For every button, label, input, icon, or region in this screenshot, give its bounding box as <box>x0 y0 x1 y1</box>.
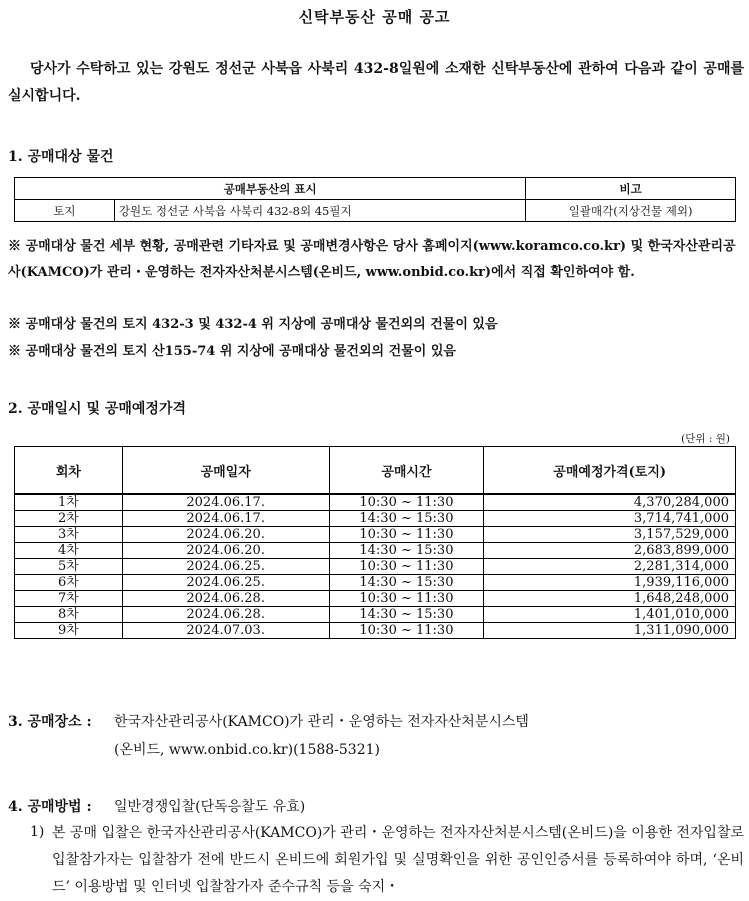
schedule-header-round: 회차 <box>15 447 123 495</box>
round-cell: 7차 <box>15 591 123 607</box>
schedule-header-price: 공매예정가격(토지) <box>484 447 736 495</box>
price-cell: 1,939,116,000 <box>484 575 736 591</box>
table-row <box>15 494 736 511</box>
round-cell: 3차 <box>15 527 123 543</box>
section3-place-line1: 한국자산관리공사(KAMCO)가 관리・운영하는 전자자산처분시스템 <box>114 714 529 730</box>
date-cell: 2024.06.28. <box>122 607 329 623</box>
time-cell: 14:30 ~ 15:30 <box>329 607 484 623</box>
time-cell: 14:30 ~ 15:30 <box>329 543 484 559</box>
time-cell: 10:30 ~ 11:30 <box>329 623 484 639</box>
schedule-header-time: 공매시간 <box>329 447 484 495</box>
date-cell: 2024.06.17. <box>122 511 329 527</box>
schedule-header-date: 공매일자 <box>122 447 329 495</box>
table-row <box>15 623 736 639</box>
section4-label: 4. 공매방법 : <box>8 799 92 815</box>
table-row <box>15 527 736 543</box>
round-cell: 2차 <box>15 511 123 527</box>
time-cell: 10:30 ~ 11:30 <box>329 527 484 543</box>
property-type-cell: 토지 <box>15 200 115 222</box>
schedule-table <box>14 446 736 639</box>
note-building-1: ※ 공매대상 물건의 토지 432-3 및 432-4 위 지상에 공매대상 물건외의 건물이 있음 <box>8 317 498 332</box>
table-row <box>15 575 736 591</box>
property-table-header-note: 비고 <box>526 178 736 200</box>
price-cell: 3,157,529,000 <box>484 527 736 543</box>
section2-heading: 2. 공매일시 및 공매예정가격 <box>8 401 187 417</box>
time-cell: 14:30 ~ 15:30 <box>329 511 484 527</box>
price-cell: 2,683,899,000 <box>484 543 736 559</box>
price-cell: 1,648,248,000 <box>484 591 736 607</box>
section3-place-line2: (온비드, www.onbid.co.kr)(1588-5321) <box>114 742 380 758</box>
property-address-cell: 강원도 정선군 사북읍 사북리 432-8외 45필지 <box>114 200 525 222</box>
intro-paragraph: 당사가 수탁하고 있는 강원도 정선군 사북읍 사북리 432-8일원에 소재한 신탁부동산에 관하여 다음과 같이 공매를 실시합니다. <box>8 61 744 104</box>
property-table-header-display: 공매부동산의 표시 <box>15 178 526 200</box>
section4-item1-text: 본 공매 입찰은 한국자산관리공사(KAMCO)가 관리・운영하는 전자자산처분시스템(온비드)을 이용한 전자입찰로 입찰참가자는 입찰참가 전에 반드시 온비드에 회원가입 및 실명확인을 위한 공인인증서를 등록하여야 하며, ‘온비드’ 이용방법 및 인터넷 입찰참가자 준수규칙 등을 숙지・ <box>52 825 744 895</box>
time-cell: 14:30 ~ 15:30 <box>329 575 484 591</box>
round-cell: 5차 <box>15 559 123 575</box>
section3-label: 3. 공매장소 : <box>8 714 92 730</box>
round-cell: 1차 <box>15 494 123 511</box>
time-cell: 10:30 ~ 11:30 <box>329 591 484 607</box>
date-cell: 2024.06.28. <box>122 591 329 607</box>
round-cell: 6차 <box>15 575 123 591</box>
property-note-cell: 일괄매각(지상건물 제외) <box>526 200 736 222</box>
date-cell: 2024.06.20. <box>122 527 329 543</box>
date-cell: 2024.06.25. <box>122 575 329 591</box>
date-cell: 2024.06.20. <box>122 543 329 559</box>
table-row <box>15 511 736 527</box>
price-cell: 1,311,090,000 <box>484 623 736 639</box>
round-cell: 4차 <box>15 543 123 559</box>
unit-label: (단위 : 원) <box>681 433 730 445</box>
table-row <box>15 607 736 623</box>
section1-heading: 1. 공매대상 물건 <box>8 149 114 165</box>
table-row <box>15 543 736 559</box>
price-cell: 1,401,010,000 <box>484 607 736 623</box>
round-cell: 8차 <box>15 607 123 623</box>
time-cell: 10:30 ~ 11:30 <box>329 494 484 511</box>
time-cell: 10:30 ~ 11:30 <box>329 559 484 575</box>
property-table <box>14 177 736 222</box>
price-cell: 4,370,284,000 <box>484 494 736 511</box>
price-cell: 2,281,314,000 <box>484 559 736 575</box>
section4-method: 일반경쟁입찰(단독응찰도 유효) <box>114 799 306 815</box>
date-cell: 2024.06.25. <box>122 559 329 575</box>
price-cell: 3,714,741,000 <box>484 511 736 527</box>
table-row <box>15 559 736 575</box>
section4-item1-number: 1) <box>30 824 45 840</box>
document-title: 신탁부동산 공매 공고 <box>298 8 451 26</box>
note-building-2: ※ 공매대상 물건의 토지 산155-74 위 지상에 공매대상 물건외의 건물이 있음 <box>8 344 456 359</box>
round-cell: 9차 <box>15 623 123 639</box>
date-cell: 2024.06.17. <box>122 494 329 511</box>
date-cell: 2024.07.03. <box>122 623 329 639</box>
note-details: ※ 공매대상 물건 세부 현황, 공매관련 기타자료 및 공매변경사항은 당사 홈페이지(www.koramco.co.kr) 및 한국자산관리공사(KAMCO)가 관리・운영하는 전자자산처분시스템(온비드, www.onbid.co.kr)에서 직접 확인하여야 함. <box>8 239 736 280</box>
table-row <box>15 591 736 607</box>
